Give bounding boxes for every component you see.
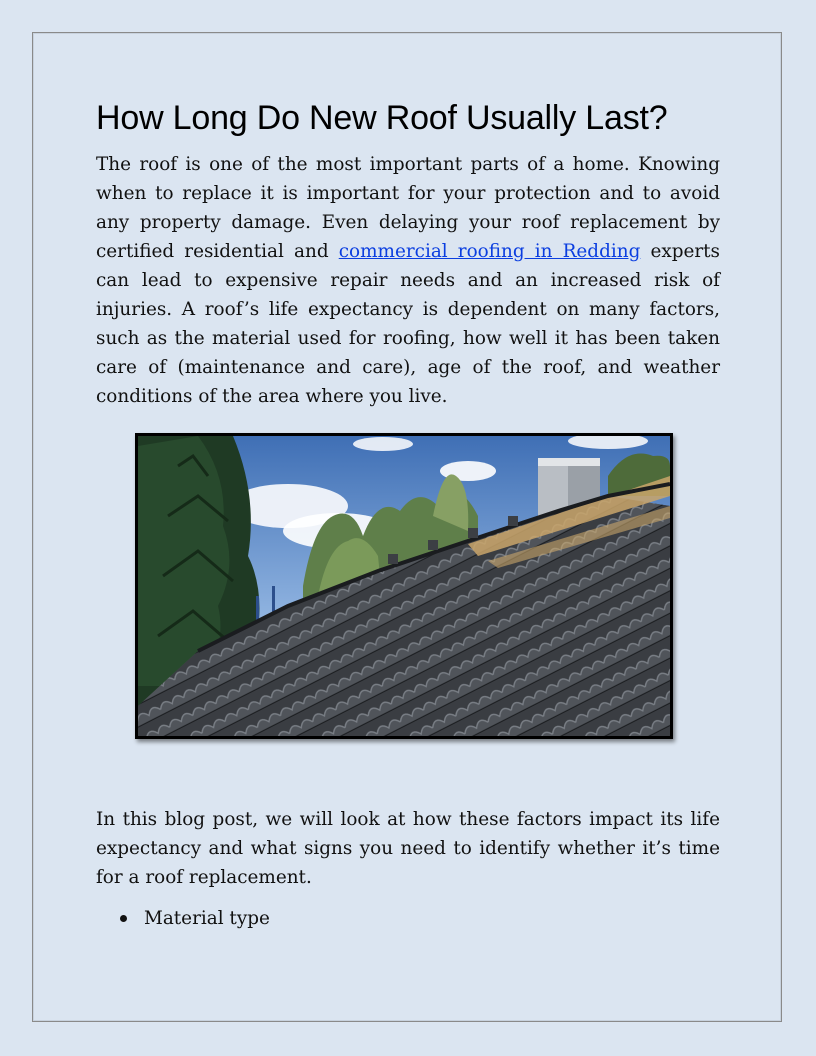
list-item-text: Material type	[144, 908, 270, 929]
document-body	[96, 96, 720, 933]
bullet-list	[96, 904, 720, 933]
intro-text-before-link: The roof is one of the most important parts of a home. Knowing when to replace it is important for your protection and to avoid any property damage. Even delaying your roof replacement by certified residential and	[96, 154, 720, 262]
intro-paragraph	[96, 150, 720, 411]
commercial-roofing-link[interactable]: commercial roofing in Redding	[338, 241, 641, 262]
roof-tiles-photo	[135, 433, 673, 739]
bullet-icon	[120, 915, 127, 922]
roof-tiles-illustration	[138, 436, 670, 736]
second-paragraph: In this blog post, we will look at how these factors impact its life expectancy and what signs you need to identify whether it’s time for a roof replacement.	[96, 809, 720, 888]
page-title: How Long Do New Roof Usually Last?	[96, 99, 668, 137]
list-item	[144, 904, 720, 933]
intro-text-after-link: experts can lead to expensive repair needs and an increased risk of injuries. A roof’s life expectancy is dependent on many factors, such as the material used for roofing, how well it has been taken care of (maintenance and care), age of the roof, and weather conditions of the area where you live.	[96, 241, 720, 407]
